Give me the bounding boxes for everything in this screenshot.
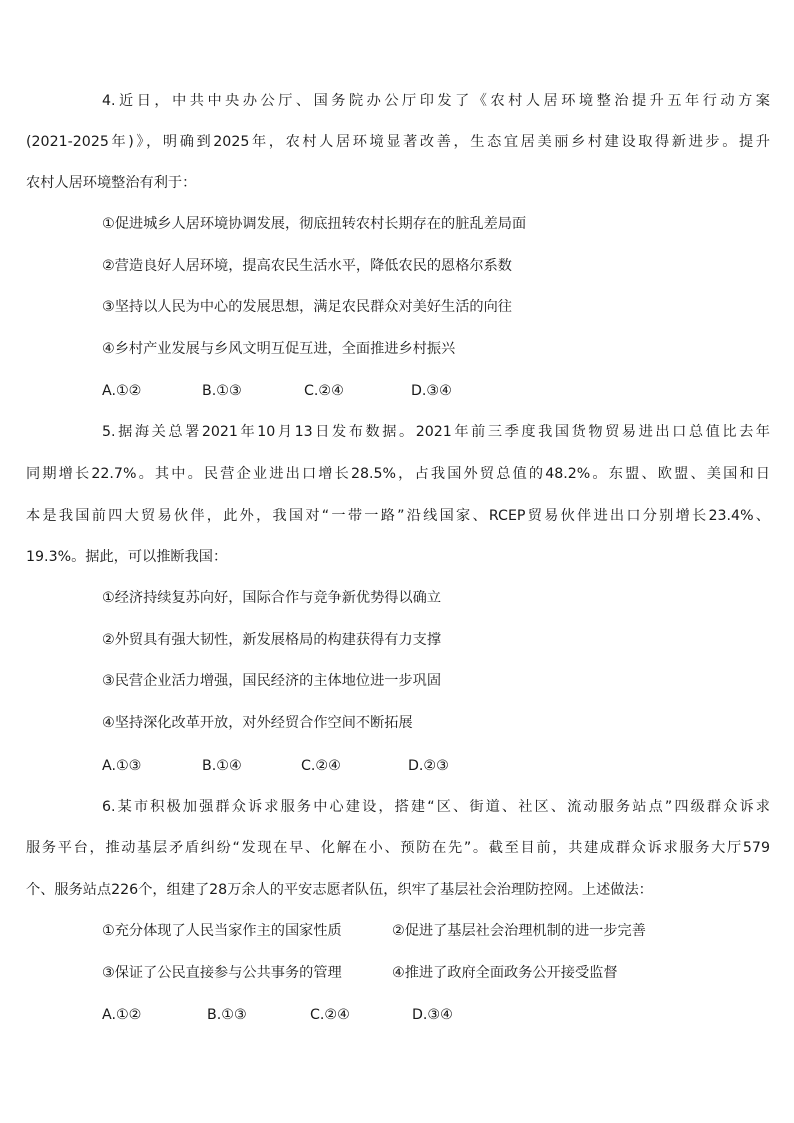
question-6-stem-line-1: 6.某市积极加强群众诉求服务中心建设，搭建“区、街道、社区、流动服务站点”四级群众诉求 <box>102 799 770 815</box>
question-4-statement-3: ③坚持以人民为中心的发展思想，满足农民群众对美好生活的向往 <box>102 299 512 315</box>
question-6-statement-4: ④推进了政府全面政务公开接受监督 <box>392 965 618 981</box>
question-4-statement-2: ②营造良好人居环境，提高农民生活水平，降低农民的恩格尔系数 <box>102 258 512 274</box>
question-4-choice-d[interactable]: D.③④ <box>411 383 452 399</box>
question-6-choice-b[interactable]: B.①③ <box>207 1007 247 1023</box>
question-5-statement-3: ③民营企业活力增强，国民经济的主体地位进一步巩固 <box>102 673 442 689</box>
question-5-stem-line-3: 本是我国前四大贸易伙伴，此外，我国对“一带一路”沿线国家、RCEP贸易伙伴进出口分别增长23.4%、 <box>26 508 770 524</box>
question-6-stem-line-2: 服务平台，推动基层矛盾纠纷“发现在早、化解在小、预防在先”。截至目前，共建成群众诉求服务大厅579 <box>26 840 770 856</box>
question-5-choice-b[interactable]: B.①④ <box>202 758 242 774</box>
question-5-statement-2: ②外贸具有强大韧性，新发展格局的构建获得有力支撑 <box>102 632 442 648</box>
question-4-stem-line-1: 4.近日，中共中央办公厅、国务院办公厅印发了《农村人居环境整治提升五年行动方案 <box>102 93 770 109</box>
question-5-stem-line-2: 同期增长22.7%。其中。民营企业进出口增长28.5%，占我国外贸总值的48.2%。东盟、欧盟、美国和日 <box>26 466 770 482</box>
question-5-choice-c[interactable]: C.②④ <box>301 758 341 774</box>
question-5-statement-4: ④坚持深化改革开放，对外经贸合作空间不断拓展 <box>102 715 413 731</box>
question-6-choice-a[interactable]: A.①② <box>102 1007 142 1023</box>
question-6-statement-1: ①充分体现了人民当家作主的国家性质 <box>102 923 342 939</box>
question-4-statement-4: ④乡村产业发展与乡风文明互促互进，全面推进乡村振兴 <box>102 341 456 357</box>
question-5-stem-line-4: 19.3%。据此，可以推断我国： <box>26 549 228 565</box>
question-5-statement-1: ①经济持续复苏向好，国际合作与竞争新优势得以确立 <box>102 590 442 606</box>
question-4-choice-a[interactable]: A.①② <box>102 383 142 399</box>
question-5-choice-d[interactable]: D.②③ <box>408 758 449 774</box>
question-5-stem-line-1: 5.据海关总署2021年10月13日发布数据。2021年前三季度我国货物贸易进出口总值比去年 <box>102 424 770 440</box>
question-6-statement-3: ③保证了公民直接参与公共事务的管理 <box>102 965 342 981</box>
question-4-choice-b[interactable]: B.①③ <box>202 383 242 399</box>
question-6-choice-d[interactable]: D.③④ <box>412 1007 453 1023</box>
question-6-choice-c[interactable]: C.②④ <box>310 1007 350 1023</box>
question-4-stem-line-3: 农村人居环境整治有利于： <box>26 175 197 191</box>
question-4-statement-1: ①促进城乡人居环境协调发展，彻底扭转农村长期存在的脏乱差局面 <box>102 216 527 232</box>
question-4-choice-c[interactable]: C.②④ <box>304 383 344 399</box>
question-6-statement-2: ②促进了基层社会治理机制的进一步完善 <box>392 923 646 939</box>
question-5-choice-a[interactable]: A.①③ <box>102 758 142 774</box>
question-4-stem-line-2: (2021-2025年)》，明确到2025年，农村人居环境显著改善，生态宜居美丽乡村建设取得新进步。提升 <box>26 134 770 150</box>
question-6-stem-line-3: 个、服务站点226个，组建了28万余人的平安志愿者队伍，织牢了基层社会治理防控网。上述做法： <box>26 882 653 898</box>
